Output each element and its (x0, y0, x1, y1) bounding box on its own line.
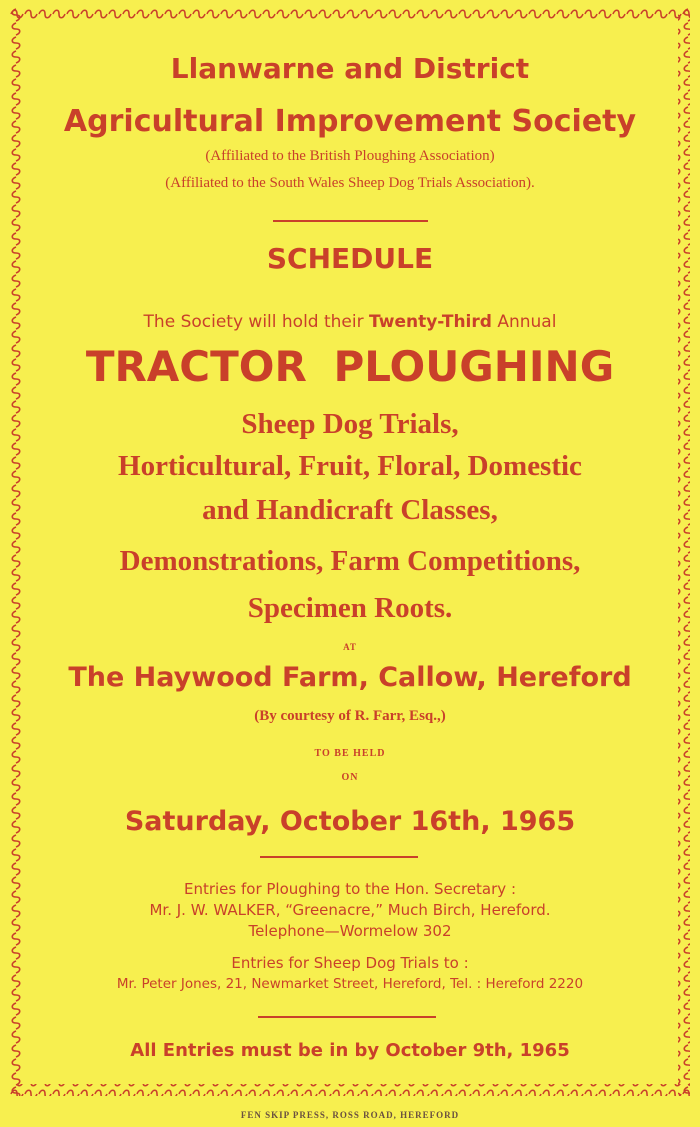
ploughing-telephone: Telephone—Wormelow 302 (248, 922, 452, 940)
venue: The Haywood Farm, Callow, Hereford (68, 662, 632, 693)
annual-intro (30, 312, 670, 332)
event-classes-line2: and Handicraft Classes, (202, 494, 498, 526)
intro-prefix: The Society will hold their (143, 312, 364, 332)
at-label: AT (343, 642, 357, 652)
event-specimen-roots: Specimen Roots. (247, 592, 453, 624)
sheepdog-contact: Mr. Peter Jones, 21, Newmarket Street, Hereford, Tel. : Hereford 2220 (116, 976, 584, 992)
society-name-line1: Llanwarne and District (170, 52, 530, 85)
on-label: ON (341, 772, 359, 783)
event-sheep-dog-trials: Sheep Dog Trials, (241, 408, 459, 440)
divider-top (273, 220, 428, 222)
sheepdog-entries-heading: Entries for Sheep Dog Trials to : (231, 954, 469, 972)
event-demonstrations: Demonstrations, Farm Competitions, (119, 545, 581, 577)
event-classes-line1: Horticultural, Fruit, Floral, Domestic (118, 450, 582, 482)
to-be-held-label: TO BE HELD (314, 748, 386, 759)
divider-bottom (258, 1016, 436, 1018)
intro-edition: Twenty-Third (369, 312, 492, 332)
main-event-title: TRACTOR PLOUGHING (85, 342, 615, 391)
ploughing-entries-heading: Entries for Ploughing to the Hon. Secretary : (183, 880, 516, 898)
courtesy-note: (By courtesy of R. Farr, Esq.,) (254, 708, 446, 724)
entries-deadline: All Entries must be in by October 9th, 1965 (130, 1040, 570, 1061)
affiliation-ploughing: (Affiliated to the British Ploughing Association) (205, 148, 495, 164)
printer-imprint: FEN SKIP PRESS, ROSS ROAD, HEREFORD (240, 1110, 460, 1120)
intro-suffix: Annual (497, 312, 557, 332)
event-date: Saturday, October 16th, 1965 (124, 806, 576, 837)
schedule-heading: SCHEDULE (266, 242, 434, 275)
divider-middle (260, 856, 418, 858)
ploughing-secretary-address: Mr. J. W. WALKER, “Greenacre,” Much Birch, Hereford. (149, 901, 551, 919)
affiliation-sheepdog: (Affiliated to the South Wales Sheep Dog Trials Association). (165, 175, 535, 191)
society-name-line2: Agricultural Improvement Society (63, 104, 637, 139)
